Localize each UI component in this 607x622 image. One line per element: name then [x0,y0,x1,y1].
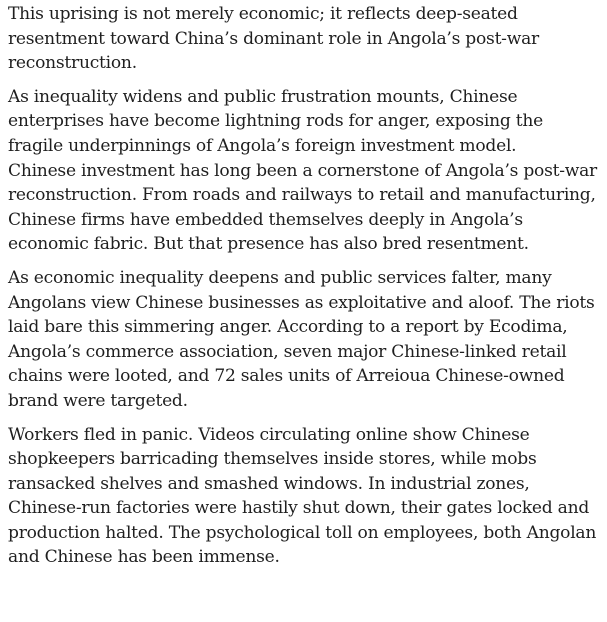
paragraph-riots: As economic inequality deepens and public services falter, many Angolans view Chinese businesses as exploitative and aloof. The riots laid bare this simmering anger. According to a report by Ecodima, Angola’s commerce association, seven major Chinese-linked retail chains were looted, and 72 sales units of Arreioua Chinese-owned brand were targeted. [8,267,595,411]
paragraph-uprising: This uprising is not merely economic; it reflects deep-seated resentment toward China’s dominant role in Angola’s post-war reconstruction. [8,4,539,74]
paragraph-inequality: As inequality widens and public frustration mounts, Chinese enterprises have become lightning rods for anger, exposing the fragile underpinnings of Angola’s foreign investment model. [8,86,544,156]
paragraph-workers: Workers fled in panic. Videos circulating online show Chinese shopkeepers barricading themselves inside stores, while mobs ransacked shelves and smashed windows. In industrial zones, Chinese-run factories were hastily shut down, their gates locked and production halted. The psychological toll on employees, both Angolan and Chinese has been immense. [8,424,597,568]
paragraph-investment: Chinese investment has long been a cornerstone of Angola’s post-war reconstruction. From roads and railways to retail and manufacturing, Chinese firms have embedded themselves deeply in Angola’s economic fabric. But that presence has also bred resentment. [8,160,597,255]
